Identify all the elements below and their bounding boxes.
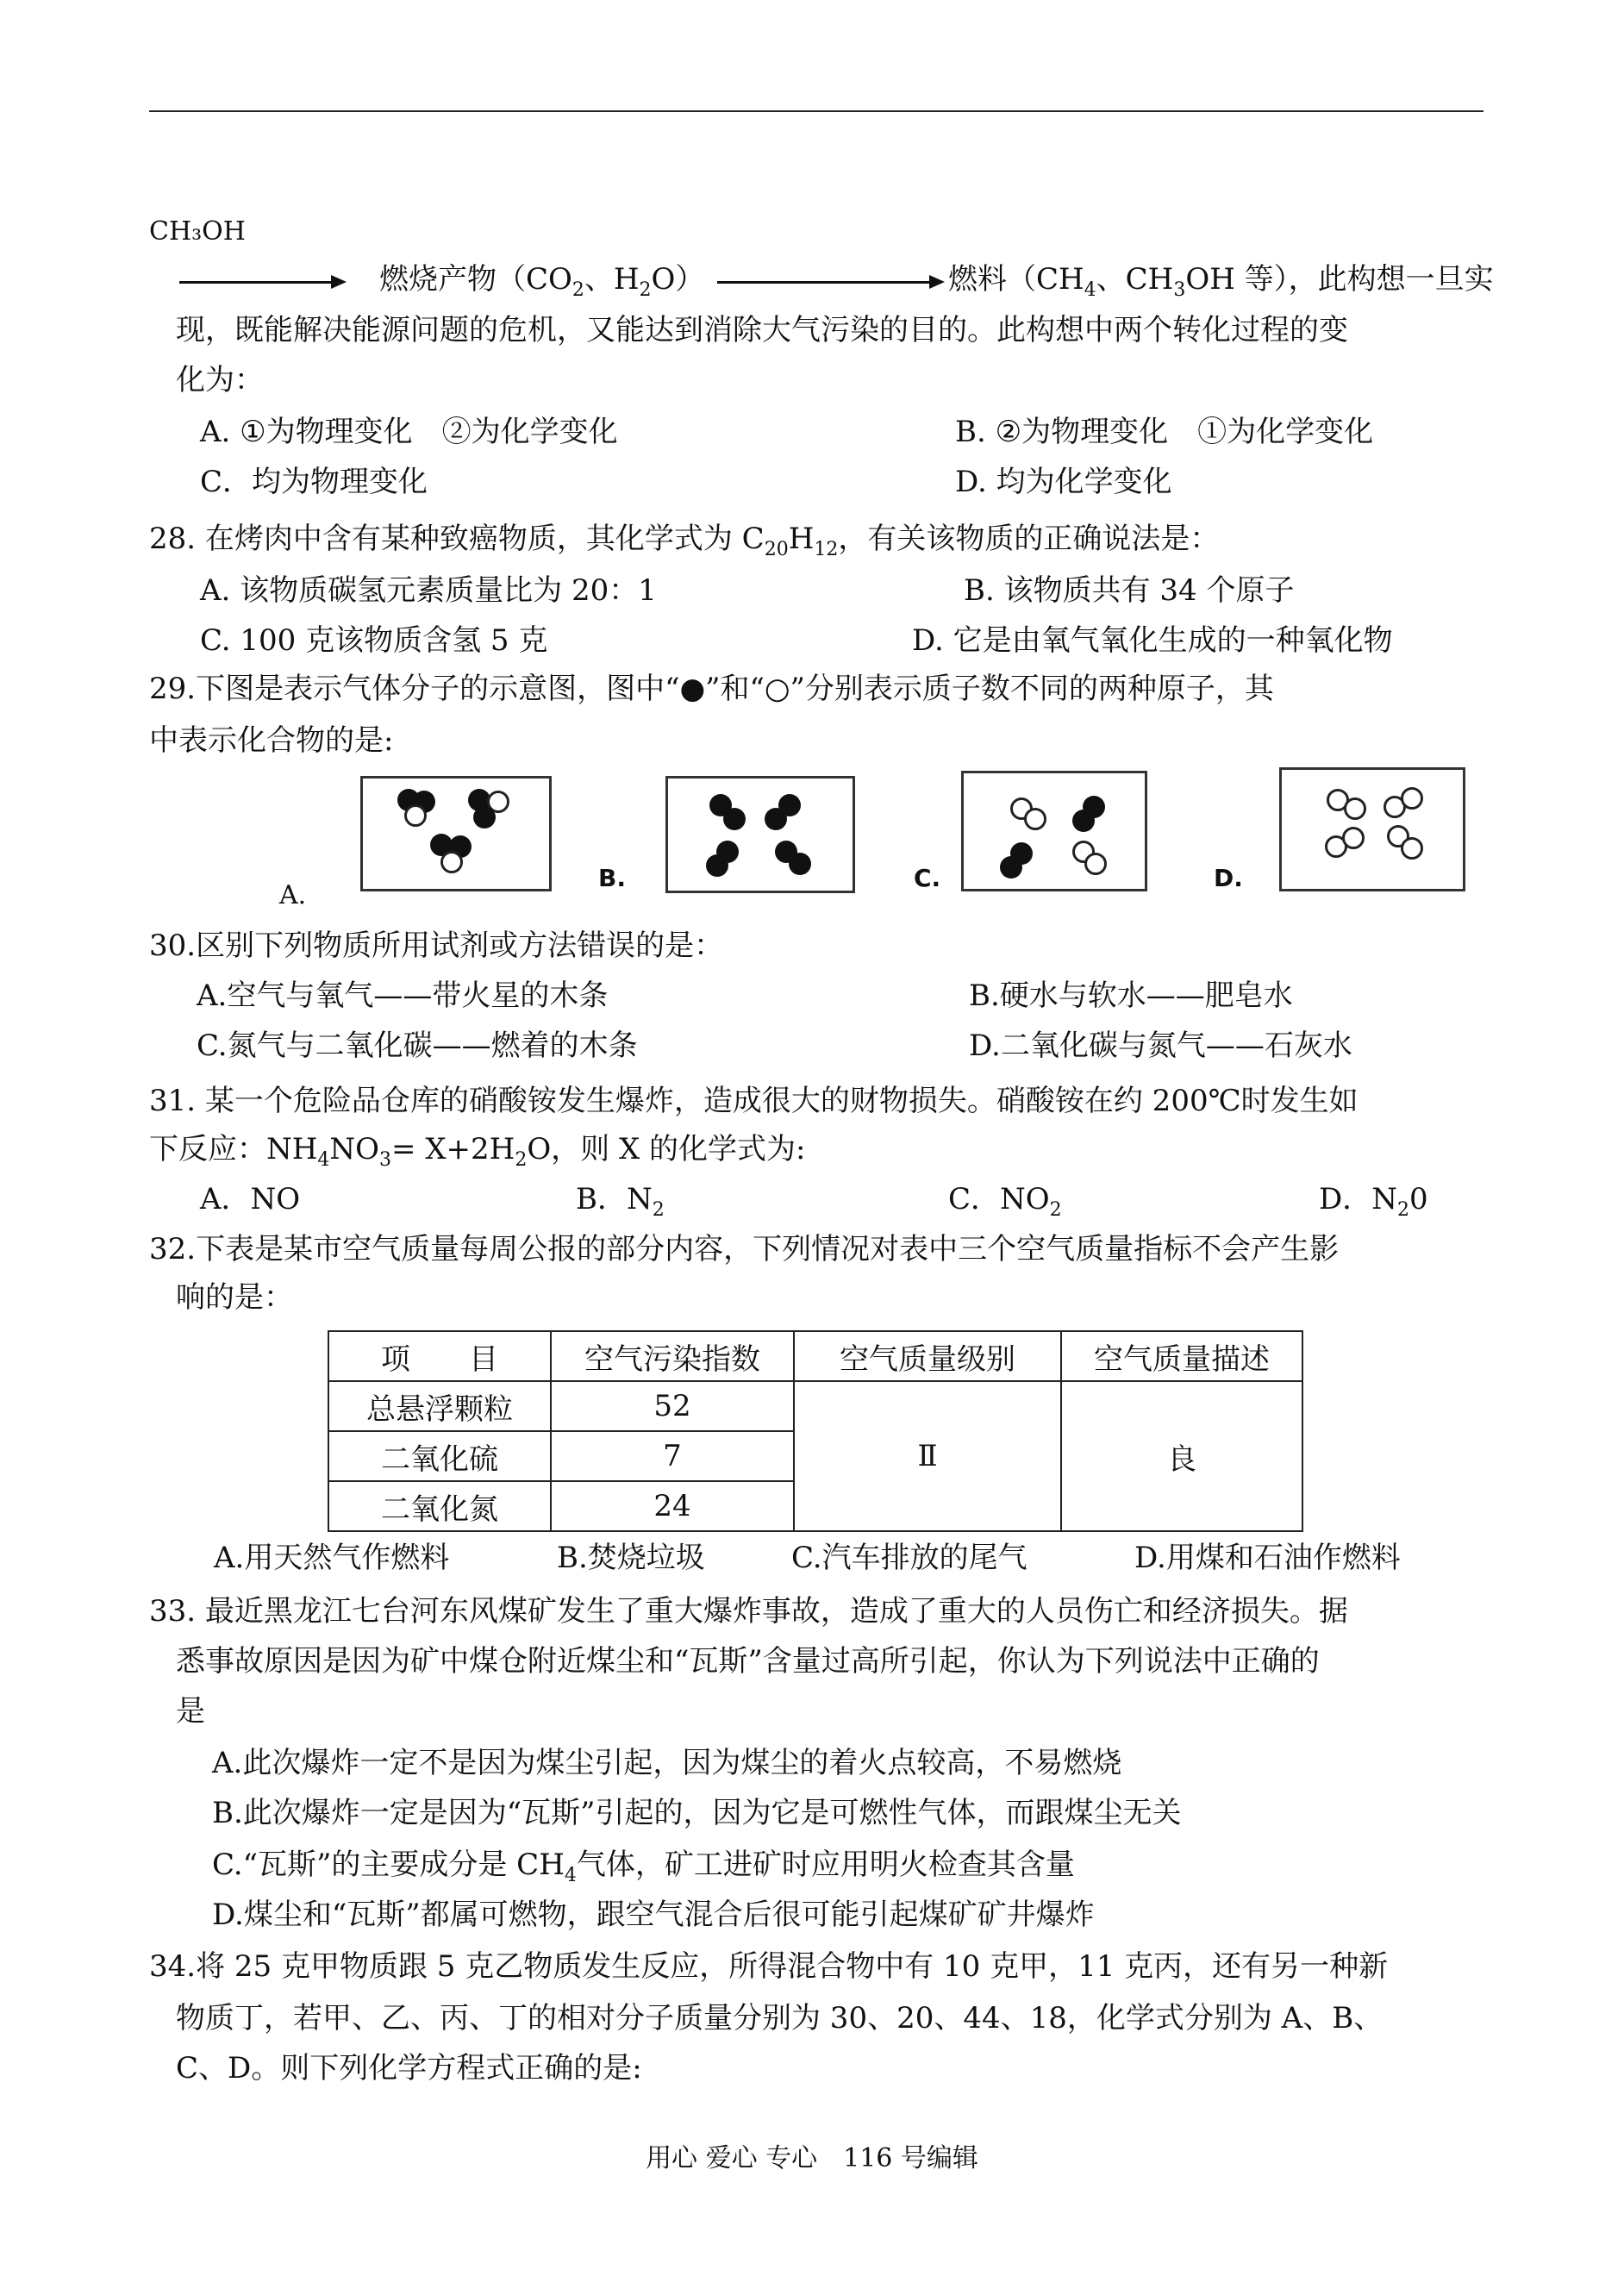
page-footer: 用心 爱心 专心 116 号编辑 bbox=[646, 2143, 978, 2173]
table-header-cell: 空气质量级别 bbox=[794, 1331, 1061, 1381]
table-cell-item: 二氧化硫 bbox=[328, 1431, 551, 1481]
q29-box-c bbox=[961, 771, 1147, 891]
intro-option-d: D. 均为化学变化 bbox=[955, 465, 1172, 499]
intro-line1-b: 燃料（$CH_4$、$CH_3OH$ 等），此构想一旦实 bbox=[948, 262, 1494, 301]
q34-stem-3: C、D。则下列化学方程式正确的是: bbox=[176, 2051, 642, 2086]
q33-option-d: D.煤尘和“瓦斯”都属可燃物，跟空气混合后很可能引起煤矿矿井爆炸 bbox=[212, 1898, 1095, 1932]
light-atom bbox=[440, 851, 463, 873]
q30-option-d: D.二氧化碳与氮气——石灰水 bbox=[969, 1029, 1352, 1063]
q28-option-a: A. 该物质碳氢元素质量比为 20：1 bbox=[200, 573, 657, 608]
intro-option-a: A. ①为物理变化 ②为化学变化 bbox=[200, 415, 618, 449]
q34-stem-1: 34.将 25 克甲物质跟 5 克乙物质发生反应，所得混合物中有 10 克甲，11 克丙，还有另一种新 bbox=[149, 1949, 1389, 1984]
q32-option-d: D.用煤和石油作燃料 bbox=[1134, 1541, 1401, 1575]
table-cell-index: 24 bbox=[551, 1481, 794, 1531]
q31-option-b: B．$N_2$ bbox=[576, 1182, 665, 1221]
q33-option-b: B.此次爆炸一定是因为“瓦斯”引起的，因为它是可燃性气体，而跟煤尘无关 bbox=[212, 1796, 1182, 1830]
light-atom bbox=[1401, 837, 1423, 860]
intro-line3: 化为： bbox=[176, 363, 264, 397]
q31-option-c: C．$NO_2$ bbox=[948, 1182, 1062, 1221]
dark-atom bbox=[706, 854, 728, 877]
q33-option-c: C.“瓦斯”的主要成分是 $CH_4$气体，矿工进矿时应用明火检查其含量 bbox=[212, 1848, 1075, 1886]
q33-stem-1: 33. 最近黑龙江七台河东风煤矿发生了重大爆炸事故，造成了重大的人员伤亡和经济损失。据 bbox=[149, 1594, 1348, 1629]
table-row bbox=[328, 1381, 1302, 1431]
table-cell-item: 二氧化氮 bbox=[328, 1481, 551, 1531]
light-atom bbox=[1401, 787, 1423, 810]
q30-option-b: B.硬水与软水——肥皂水 bbox=[969, 979, 1293, 1013]
intro-option-c: C．均为物理变化 bbox=[200, 465, 428, 499]
q30-stem: 30.区别下列物质所用试剂或方法错误的是： bbox=[149, 929, 724, 963]
dark-atom bbox=[789, 853, 811, 875]
q30-option-c: C.氮气与二氧化碳——燃着的木条 bbox=[197, 1029, 638, 1063]
intro-line1-a: 燃烧产物（$CO_2$、$H_2O$） bbox=[379, 262, 705, 301]
light-atom bbox=[1024, 808, 1046, 830]
q29-label-c: C. bbox=[914, 864, 941, 892]
q29-stem-2: 中表示化合物的是: bbox=[149, 723, 394, 758]
q29-label-b: B. bbox=[598, 864, 626, 892]
dark-atom bbox=[1000, 856, 1022, 879]
q28-option-d: D. 它是由氧气氧化生成的一种氧化物 bbox=[912, 623, 1393, 658]
light-atom bbox=[404, 804, 427, 827]
q32-option-c: C.汽车排放的尾气 bbox=[791, 1541, 1027, 1575]
table-header-cell: 空气污染指数 bbox=[551, 1331, 794, 1381]
dark-atom bbox=[1072, 810, 1095, 832]
air-quality-table bbox=[328, 1330, 1303, 1532]
q32-stem-2: 响的是： bbox=[176, 1280, 293, 1315]
q32-option-a: A.用天然气作燃料 bbox=[214, 1541, 450, 1575]
q29-label-a: A. bbox=[279, 880, 307, 910]
arrow-2 bbox=[717, 281, 941, 284]
q31-option-a: A．NO bbox=[200, 1182, 301, 1216]
light-atom bbox=[1344, 797, 1366, 820]
table-cell-index: 7 bbox=[551, 1431, 794, 1481]
q32-option-b: B.焚烧垃圾 bbox=[557, 1541, 705, 1575]
q29-box-d bbox=[1279, 767, 1465, 891]
q33-option-a: A.此次爆炸一定不是因为煤尘引起，因为煤尘的着火点较高，不易燃烧 bbox=[212, 1746, 1122, 1780]
table-cell-desc: 良 bbox=[1061, 1381, 1302, 1531]
dark-atom bbox=[778, 794, 801, 816]
q34-stem-2: 物质丁，若甲、乙、丙、丁的相对分子质量分别为 30、20、44、18，化学式分别为 A、B、 bbox=[176, 2001, 1384, 2035]
table-cell-level: Ⅱ bbox=[794, 1381, 1061, 1531]
q30-option-a: A.空气与氧气——带火星的木条 bbox=[197, 979, 609, 1013]
q33-stem-3: 是 bbox=[176, 1694, 205, 1729]
q28-option-b: B. 该物质共有 34 个原子 bbox=[964, 573, 1295, 608]
table-header-cell: 空气质量描述 bbox=[1061, 1331, 1302, 1381]
dark-atom bbox=[473, 806, 496, 829]
light-atom bbox=[1342, 827, 1365, 849]
light-atom bbox=[1084, 853, 1107, 875]
q28-option-c: C. 100 克该物质含氢 5 克 bbox=[200, 623, 548, 658]
table-header-cell: 项 目 bbox=[328, 1331, 551, 1381]
arrow-1 bbox=[179, 281, 343, 284]
header-rule bbox=[149, 110, 1483, 112]
dark-atom bbox=[723, 808, 746, 830]
q31-option-d: D．$N_20$ bbox=[1319, 1182, 1428, 1221]
q31-stem-1: 31. 某一个危险品仓库的硝酸铵发生爆炸，造成很大的财物损失。硝酸铵在约 200℃时发生如 bbox=[149, 1084, 1359, 1118]
q29-box-a bbox=[360, 776, 552, 891]
intro-ch3oh: CH₃OH bbox=[149, 216, 246, 247]
q31-stem-2: 下反应：$NH_4NO_3= X+2H_2O$，则 X 的化学式为: bbox=[149, 1132, 806, 1171]
intro-option-b: B. ②为物理变化 ①为化学变化 bbox=[955, 415, 1374, 449]
q29-box-b bbox=[665, 776, 855, 893]
table-cell-item: 总悬浮颗粒 bbox=[328, 1381, 551, 1431]
q28-stem: 28. 在烤肉中含有某种致癌物质，其化学式为 $C_{20}H_{12}$，有关该物质的正确说法是： bbox=[149, 522, 1220, 560]
intro-line2: 现，既能解决能源问题的危机，又能达到消除大气污染的目的。此构想中两个转化过程的变 bbox=[176, 313, 1348, 347]
q32-stem-1: 32.下表是某市空气质量每周公报的部分内容，下列情况对表中三个空气质量指标不会产生影 bbox=[149, 1232, 1340, 1266]
table-header-row bbox=[328, 1331, 1302, 1381]
q29-stem-1: 29.下图是表示气体分子的示意图，图中“●”和“○”分别表示质子数不同的两种原子，其 bbox=[149, 672, 1274, 706]
q33-stem-2: 悉事故原因是因为矿中煤仓附近煤尘和“瓦斯”含量过高所引起，你认为下列说法中正确的 bbox=[176, 1644, 1320, 1679]
table-cell-index: 52 bbox=[551, 1381, 794, 1431]
q29-label-d: D. bbox=[1214, 864, 1243, 892]
